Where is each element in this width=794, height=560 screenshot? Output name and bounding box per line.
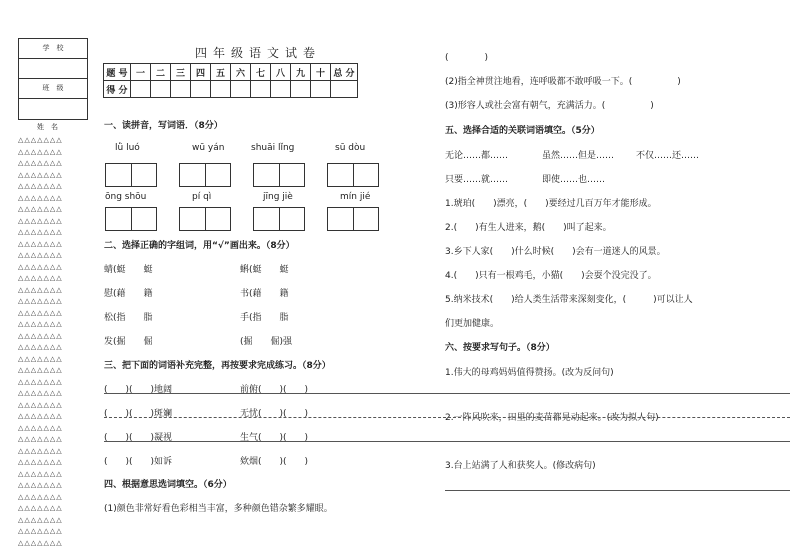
answer-line[interactable] <box>104 393 790 394</box>
answer-box[interactable] <box>253 163 305 187</box>
score-header-cell: 十 <box>311 64 331 81</box>
score-cell[interactable] <box>191 81 211 98</box>
answer-line[interactable] <box>104 417 790 418</box>
sentence-task: 2.一阵风吹来，田里的麦苗都晃动起来。(改为拟人句) <box>445 413 659 423</box>
idiom-item[interactable]: 前俯( )( ) <box>240 385 309 395</box>
pinyin-label: jīng jiè <box>263 192 293 202</box>
idiom-item[interactable]: ( )( )如诉 <box>104 457 173 467</box>
seal-line-triangles: △△△△△△△ △△△△△△△ △△△△△△△ △△△△△△△ △△△△△△△ △△△△△△△ △△△△△△△ △△△△△△△ △△△△△△△ △△△△△△△ △△△△△△△ △△△△△△△ △△△△△△△ △△△△△△△ △△△△△△△ △△△△△△△ △△△△△△△ △△△△△△△ △△△△△△△ △△△△△△△ △△△△△△△ △△△△△△△ △△△△△△△ △△△△△△△ △△△△△△△ △△△△△△△ △△△△△△△ △△△△△△△ △△△△△△△ △△△△△△△ △△△△△△△ △△△△△△△ △△△△△△△ △△△△△△△ △△△△△△△ △△△△△△△ <box>18 136 63 547</box>
choice-item[interactable]: 蜻(蜓 蜓 <box>104 265 153 275</box>
question-item: (2)指全神贯注地看，连呼吸都不敢呼吸一下。( ) <box>445 77 681 87</box>
score-cell[interactable] <box>251 81 271 98</box>
section6-heading: 六、按要求写句子。（8分） <box>445 343 555 353</box>
choice-item[interactable]: 发(掘 倔 <box>104 337 153 347</box>
section5-heading: 五、选择合适的关联词语填空。（5分） <box>445 126 600 136</box>
choice-item[interactable]: 松(指 脂 <box>104 313 153 323</box>
school-field[interactable] <box>19 59 87 79</box>
score-header-cell: 八 <box>271 64 291 81</box>
answer-box[interactable] <box>253 207 305 231</box>
fill-item[interactable]: 5.纳米技术( )给人类生活带来深刻变化，( )可以让人 <box>445 295 693 305</box>
pinyin-label: ōng shōu <box>105 192 147 202</box>
score-table <box>103 63 358 98</box>
score-header-cell: 总 分 <box>331 64 358 81</box>
answer-box[interactable] <box>179 207 231 231</box>
fill-item[interactable]: 1.琥珀( )漂亮，( )要经过几百万年才能形成。 <box>445 199 657 209</box>
answer-box[interactable] <box>327 207 379 231</box>
score-header-cell: 七 <box>251 64 271 81</box>
score-header-cell: 三 <box>171 64 191 81</box>
score-header-label: 题 号 <box>104 64 131 81</box>
answer-box[interactable] <box>105 163 157 187</box>
score-header-cell: 四 <box>191 64 211 81</box>
answer-blank[interactable]: ( ) <box>445 53 489 63</box>
class-label: 班 级 <box>19 79 87 99</box>
choice-item[interactable]: (掘 倔)强 <box>240 337 293 347</box>
score-row-label: 得 分 <box>104 81 131 98</box>
score-cell[interactable] <box>271 81 291 98</box>
section3-heading: 三、把下面的词语补充完整，再按要求完成练习。（8分） <box>104 361 331 371</box>
fill-item[interactable]: 3.乡下人家( )什么时候( )会有一道迷人的风景。 <box>445 247 666 257</box>
score-cell[interactable] <box>291 81 311 98</box>
answer-box[interactable] <box>105 207 157 231</box>
answer-line[interactable] <box>445 490 790 491</box>
score-cell[interactable] <box>211 81 231 98</box>
score-cell[interactable] <box>151 81 171 98</box>
idiom-item[interactable]: ( )( )凝视 <box>104 433 173 443</box>
school-label: 学 校 <box>19 39 87 59</box>
fill-item[interactable]: 4.( )只有一根鸡毛，小猫( )会耍个没完没了。 <box>445 271 657 281</box>
pinyin-label: wū yán <box>192 143 225 153</box>
section1-heading: 一、读拼音，写词语．（8分） <box>104 121 223 131</box>
pinyin-label: lǜ luó <box>115 143 140 153</box>
idiom-item[interactable]: ( )( )地阔 <box>104 385 173 395</box>
page-title: 四年级语文试卷 <box>195 46 322 60</box>
answer-line[interactable] <box>104 441 790 442</box>
student-info-box <box>18 38 88 120</box>
option: 不仅……还…… <box>636 151 700 161</box>
choice-item[interactable]: 手(指 脂 <box>240 313 289 323</box>
score-header-cell: 一 <box>131 64 151 81</box>
score-header-cell: 六 <box>231 64 251 81</box>
score-cell[interactable] <box>331 81 358 98</box>
score-cell[interactable] <box>171 81 191 98</box>
answer-box[interactable] <box>327 163 379 187</box>
score-header-cell: 九 <box>291 64 311 81</box>
answer-box[interactable] <box>179 163 231 187</box>
score-header-cell: 二 <box>151 64 171 81</box>
pinyin-label: mín jié <box>340 192 371 202</box>
pinyin-label: pí qì <box>192 192 212 202</box>
fill-item[interactable]: 2.( )有生人进来，鹅( )叫了起来。 <box>445 223 612 233</box>
score-cell[interactable] <box>231 81 251 98</box>
sentence-task: 1.伟大的母鸡妈妈值得赞扬。(改为反问句) <box>445 368 614 378</box>
section4-heading: 四、根据意思选词填空。（6分） <box>104 480 232 490</box>
score-header-cell: 五 <box>211 64 231 81</box>
name-label: 姓 名 <box>37 123 58 131</box>
option: 无论……都…… <box>445 151 509 161</box>
sentence-task: 3.台上站满了人和获奖人。(修改病句) <box>445 461 596 471</box>
class-field[interactable] <box>19 99 87 118</box>
idiom-item[interactable]: 无忧( )( ) <box>240 409 309 419</box>
choice-item[interactable]: 书(藉 籍 <box>240 289 289 299</box>
idiom-item[interactable]: 生气( )( ) <box>240 433 309 443</box>
option: 即使……也…… <box>542 175 606 185</box>
pinyin-label: shuāi lǐng <box>251 143 295 153</box>
section2-heading: 二、选择正确的字组词，用“√”画出来。（8分） <box>104 241 295 251</box>
option: 虽然……但是…… <box>542 151 615 161</box>
fill-item: 们更加健康。 <box>445 319 500 329</box>
choice-item[interactable]: 蝌(蜓 蜓 <box>240 265 289 275</box>
option: 只要……就…… <box>445 175 509 185</box>
question-item: (3)形容人或社会富有朝气，充满活力。( ) <box>445 101 654 111</box>
choice-item[interactable]: 慰(藉 籍 <box>104 289 153 299</box>
score-cell[interactable] <box>311 81 331 98</box>
score-cell[interactable] <box>131 81 151 98</box>
idiom-item[interactable]: 欸烟( )( ) <box>240 457 309 467</box>
idiom-item[interactable]: ( )( )斑斓 <box>104 409 173 419</box>
pinyin-label: sū dòu <box>335 143 366 153</box>
question-item: (1)颜色非常好看色彩相当丰富，多种颜色错杂繁多耀眼。 <box>104 504 333 514</box>
